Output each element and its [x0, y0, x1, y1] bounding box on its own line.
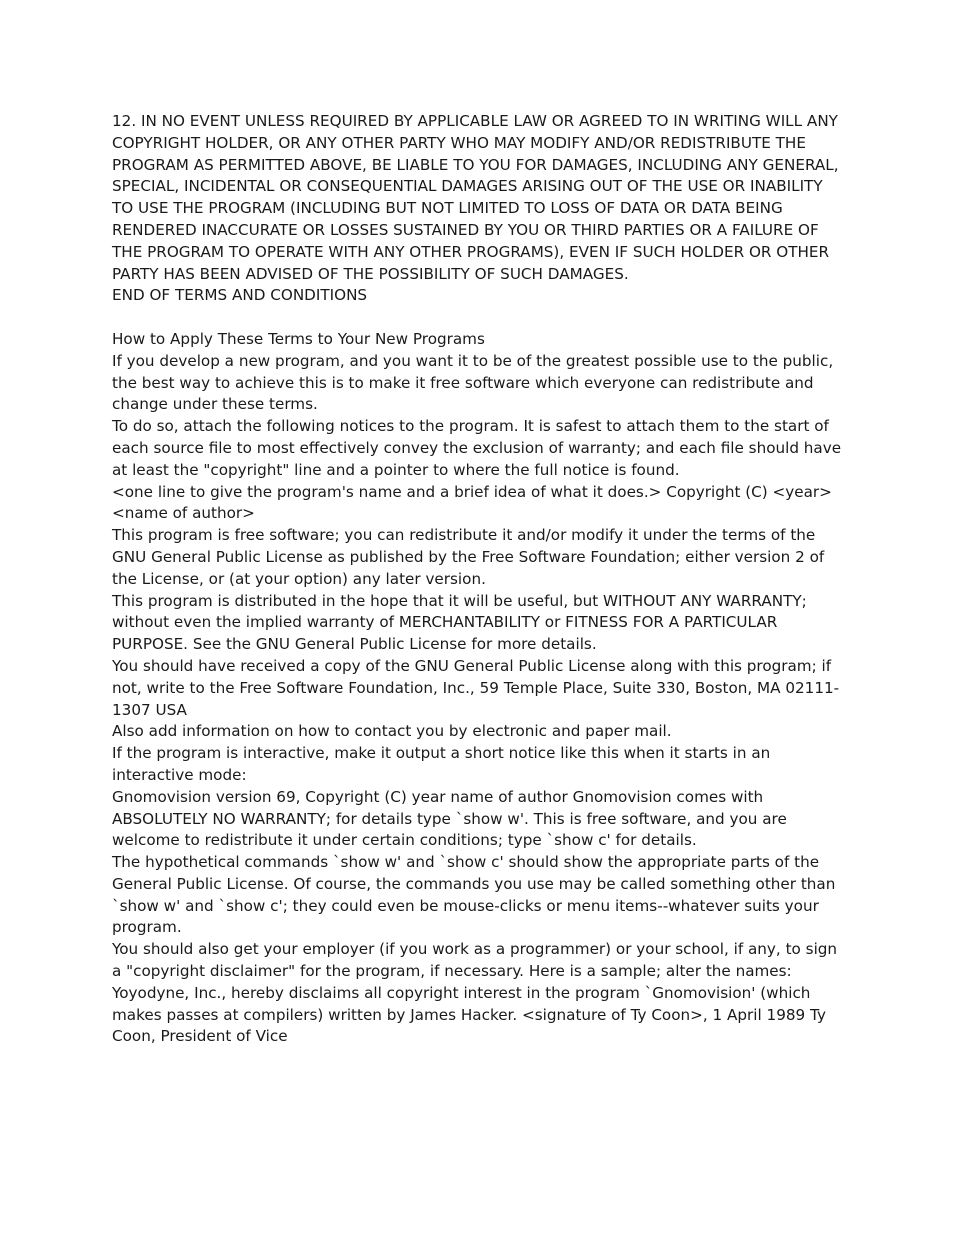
paragraph-attach-notices: To do so, attach the following notices to the program. It is safest to attach them to the start of each source file to most effectively convey the exclusion of warranty; and each file should have at least the "copyright" line and a pointer to where the full notice is found. [112, 417, 842, 479]
document-body [112, 111, 842, 1048]
paragraph-received-copy: You should have received a copy of the GNU General Public License along with this program; if not, write to the Free Software Foundation, Inc., 59 Temple Place, Suite 330, Boston, MA 02111-1307 USA [112, 656, 840, 719]
paragraph-copyright-disclaimer: You should also get your employer (if you work as a programmer) or your school, if any, to sign a "copyright disclaimer" for the program, if necessary. Here is a sample; alter the names: [112, 940, 838, 981]
section-heading-how-to-apply: How to Apply These Terms to Your New Programs [112, 329, 485, 348]
paragraph-liability: 12. IN NO EVENT UNLESS REQUIRED BY APPLICABLE LAW OR AGREED TO IN WRITING WILL ANY COPYRIGHT HOLDER, OR ANY OTHER PARTY WHO MAY MODIFY AND/OR REDISTRIBUTE THE PROGRAM AS PERMITTED ABOVE, BE LIABLE TO YOU FOR DAMAGES, INCLUDING ANY GENERAL, SPECIAL, INCIDENTAL OR CONSEQUENTIAL DAMAGES ARISING OUT OF THE USE OR INABILITY TO USE THE PROGRAM (INCLUDING BUT NOT LIMITED TO LOSS OF DATA OR DATA BEING RENDERED INACCURATE OR LOSSES SUSTAINED BY YOU OR THIRD PARTIES OR A FAILURE OF THE PROGRAM TO OPERATE WITH ANY OTHER PROGRAMS), EVEN IF SUCH HOLDER OR OTHER PARTY HAS BEEN ADVISED OF THE POSSIBILITY OF SUCH DAMAGES. [112, 112, 839, 283]
blank-line [112, 307, 842, 329]
paragraph-interactive-notice: If the program is interactive, make it output a short notice like this when it starts in an interactive mode: [112, 744, 771, 784]
paragraph-contact-info: Also add information on how to contact you by electronic and paper mail. [112, 722, 672, 741]
paragraph-hypothetical-commands: The hypothetical commands `show w' and `show c' should show the appropriate parts of the General Public License. Of course, the commands you use may be called something other than `show w' and `show c'; they could even be mouse-clicks or menu items--whatever suits your program. [112, 853, 836, 937]
paragraph-copyright-line: <one line to give the program's name and a brief idea of what it does.> Copyright (C) <year> <name of author> [112, 482, 832, 523]
paragraph-end-of-terms: END OF TERMS AND CONDITIONS [112, 286, 368, 305]
paragraph-yoyodyne-sample: Yoyodyne, Inc., hereby disclaims all copyright interest in the program `Gnomovision' (which makes passes at compilers) written by James Hacker. <signature of Ty Coon>, 1 April 1989 Ty Coon, President of Vice [112, 983, 826, 1046]
paragraph-develop-new-program: If you develop a new program, and you want it to be of the greatest possible use to the public, the best way to achieve this is to make it free software which everyone can redistribute and change under these terms. [112, 351, 834, 414]
paragraph-gnomovision-sample: Gnomovision version 69, Copyright (C) year name of author Gnomovision comes with ABSOLUTELY NO WARRANTY; for details type `show w'. This is free software, and you are welcome to redistribute it under certain conditions; type `show c' for details. [112, 787, 787, 850]
paragraph-no-warranty: This program is distributed in the hope that it will be useful, but WITHOUT ANY WARRANTY; without even the implied warranty of MERCHANTABILITY or FITNESS FOR A PARTICULAR PURPOSE. See the GNU General Public License for more details. [112, 591, 807, 654]
paragraph-free-software: This program is free software; you can redistribute it and/or modify it under the terms of the GNU General Public License as published by the Free Software Foundation; either version 2 of the License, or (at your option) any later version. [112, 526, 825, 588]
